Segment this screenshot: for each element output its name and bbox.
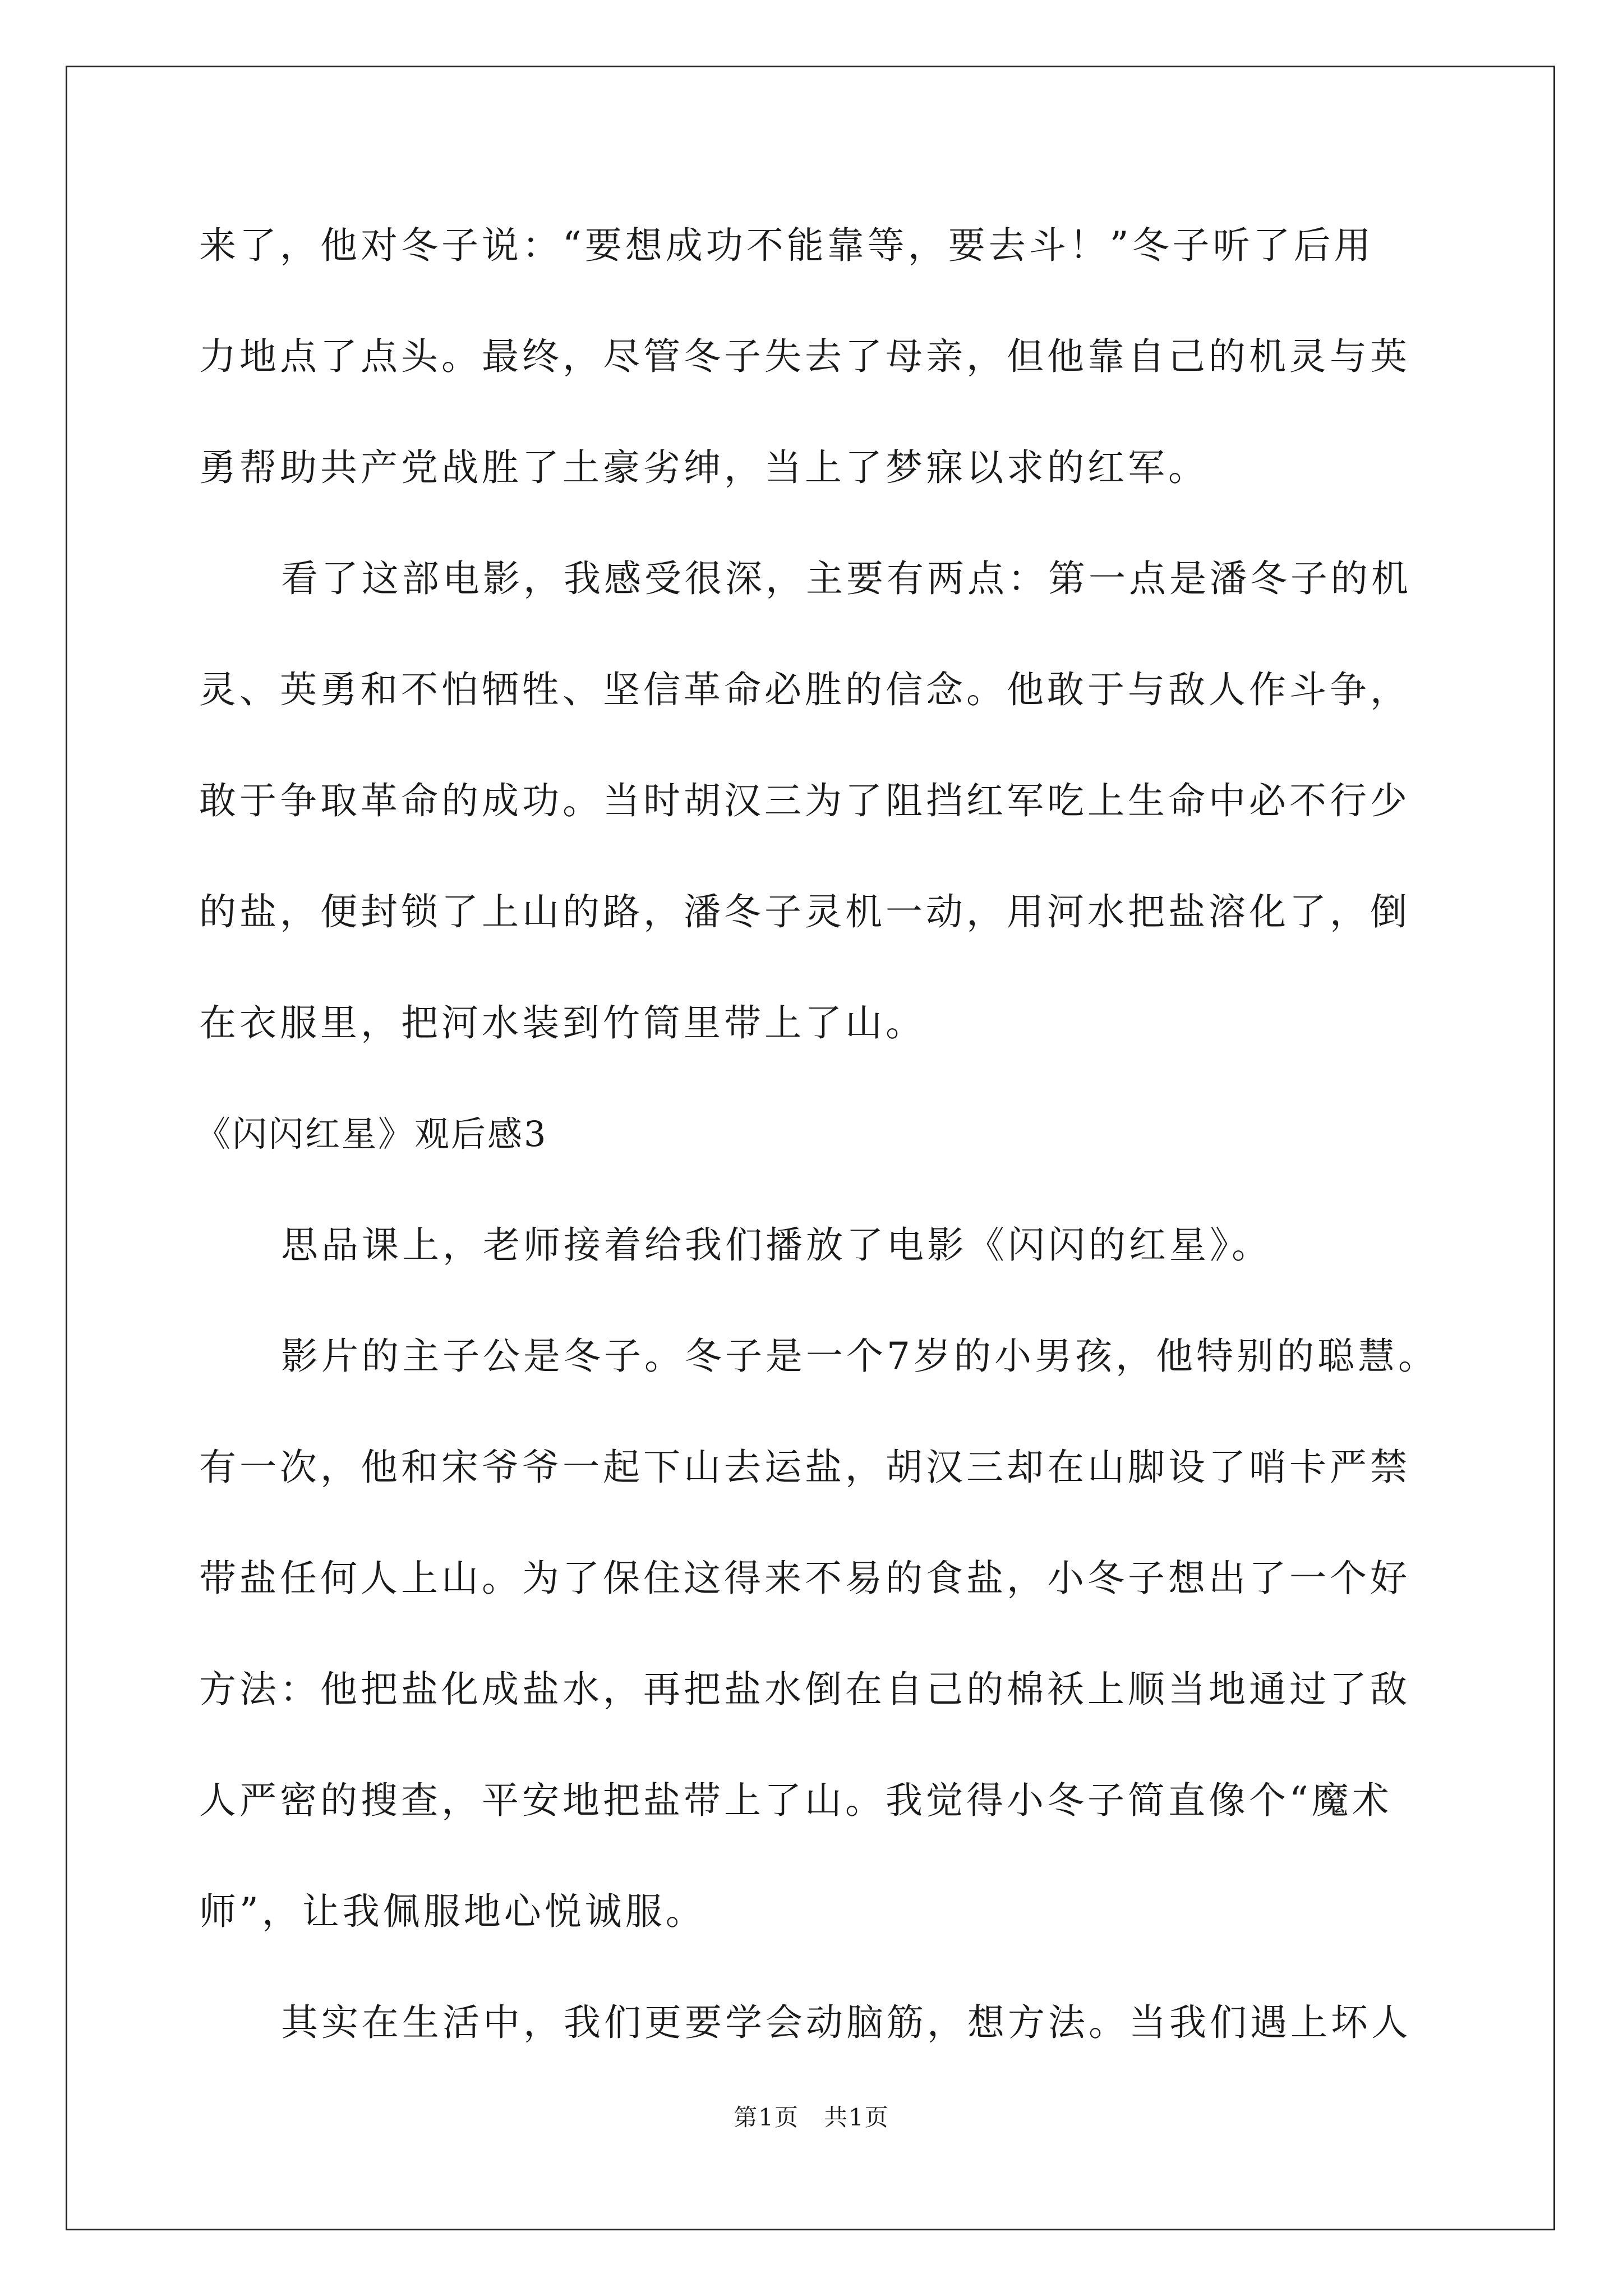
page-number-footer: 第1页 共1页: [734, 2104, 889, 2131]
paragraph-line: 敢于争取革命的成功。当时胡汉三为了阻挡红军吃上生命中必不行少: [199, 779, 1410, 822]
paragraph-line: 来了，他对冬子说：“要想成功不能靠等，要去斗！”冬子听了后用: [199, 224, 1375, 267]
paragraph-line: 力地点了点头。最终，尽管冬子失去了母亲，但他靠自己的机灵与英: [199, 335, 1410, 378]
paragraph-line: 看了这部电影，我感受很深，主要有两点：第一点是潘冬子的机: [281, 557, 1412, 600]
paragraph-line: 勇帮助共产党战胜了土豪劣绅，当上了梦寐以求的红军。: [199, 446, 1209, 489]
section-heading: 《闪闪红星》观后感3: [196, 1114, 548, 1154]
paragraph-line: 思品课上，老师接着给我们播放了电影《闪闪的红星》。: [281, 1223, 1272, 1267]
paragraph-line: 方法：他把盐化成盐水，再把盐水倒在自己的棉袄上顺当地通过了敌: [199, 1668, 1410, 1711]
paragraph-line: 影片的主子公是冬子。冬子是一个7岁的小男孩，他特别的聪慧。: [281, 1335, 1438, 1378]
paragraph-line: 有一次，他和宋爷爷一起下山去运盐，胡汉三却在山脚设了哨卡严禁: [199, 1446, 1410, 1489]
paragraph-line: 灵、英勇和不怕牺牲、坚信革命必胜的信念。他敢于与敌人作斗争，: [199, 668, 1410, 711]
paragraph-line: 的盐，便封锁了上山的路，潘冬子灵机一动，用河水把盐溶化了，倒: [199, 890, 1410, 933]
paragraph-line: 在衣服里，把河水装到竹筒里带上了山。: [199, 1001, 926, 1045]
paragraph-line: 师”，让我佩服地心悦诚服。: [199, 1890, 706, 1933]
paragraph-line: 其实在生活中，我们更要学会动脑筋，想方法。当我们遇上坏人: [281, 2001, 1412, 2044]
paragraph-line: 带盐任何人上山。为了保住这得来不易的食盐，小冬子想出了一个好: [199, 1557, 1410, 1600]
paragraph-line: 人严密的搜查，平安地把盐带上了山。我觉得小冬子简直像个“魔术: [199, 1779, 1393, 1822]
